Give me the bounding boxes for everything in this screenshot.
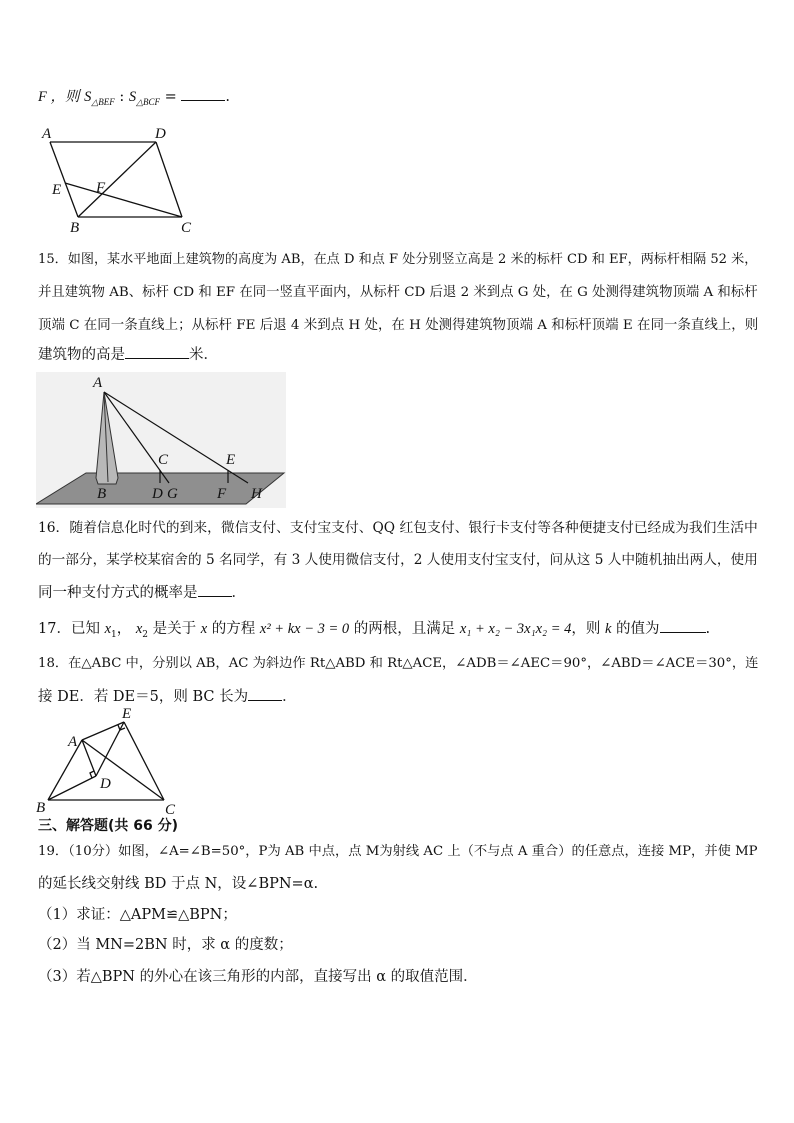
label-E: E [52,182,62,198]
label-B: B [97,486,107,502]
label-C: C [165,802,176,818]
q17-var-x: x [200,621,208,637]
q15-line3: 顶端 C 在同一条直线上；从标杆 FE 后退 4 米到点 H 处，在 H 处测得建筑物顶端 A 和标杆顶端 E 在同一条直线上，则 [38,317,759,333]
q16-line3 [38,582,758,603]
label-E: E [122,706,132,722]
q17-text-a: 17．已知 [38,621,105,637]
q17-sub-1: 1 [111,629,117,640]
q17-text-g: 的值为 [611,621,660,637]
label-D: D [152,486,163,502]
label-F: F [96,180,106,196]
q17-end: . [705,621,711,637]
q16-line1: 16．随着信息化时代的到来，微信支付、支付宝支付、QQ 红包支付、银行卡支付等各种便捷支付已经成为我们生活中 [38,520,758,536]
segment-EC [124,722,164,800]
q14-prefix: F ，则 [38,89,80,105]
q15-line4-text: 建筑物的高是 [38,347,125,363]
q17-var-x2: x [135,621,143,637]
q17-text-b: ， [116,621,136,637]
q15-line4 [38,344,758,365]
q14-answer-blank [181,86,225,101]
q18-line2-end: ． [282,689,297,705]
segment-BA [50,142,78,217]
q14-s2-sub: △BCF [136,96,161,107]
figure-q18-triangle [32,706,182,818]
label-C: C [181,220,192,235]
label-A: A [42,126,52,142]
q18-line1: 18．在△ABC 中，分别以 AB，AC 为斜边作 Rt△ABD 和 Rt△ACE，∠ADB＝∠AEC＝90°，∠ABD＝∠ACE＝30°，连 [38,656,759,671]
label-H: H [251,486,262,502]
q14-s1-sub: △BEF [91,96,115,107]
figure-q15-building [36,372,286,508]
segment-DC [156,142,182,217]
q17-equation: x² + kx − 3 = 0 [259,621,350,637]
q16-line2: 的一部分，某学校某宿舍的 5 名同学，有 3 人使用微信支付，2 人使用支付宝支付，问从这 5 人中随机抽出两人，使用 [38,552,758,568]
q18-line2 [38,686,758,707]
q17-text-d: 的方程 [207,621,260,637]
q18-answer-blank [248,686,282,701]
q17-answer-blank [660,618,706,633]
label-A: A [68,734,78,750]
label-B: B [70,220,80,235]
q17-text-c: 是关于 [148,621,201,637]
q14-colon: : [119,89,129,105]
figure-q14-parallelogram [30,120,210,235]
label-D: D [155,126,166,142]
q17-var-k: k [605,621,612,637]
q16-line3-text: 同一种支付方式的概率是 [38,585,198,601]
q15-line4-end: 米． [189,347,218,363]
label-C: C [158,452,169,468]
q17-text-f: ，则 [571,621,605,637]
q14-end: . [225,89,231,105]
q17-var-x1: x [104,621,111,637]
label-F: F [217,486,227,502]
q19-line2: 的延长线交射线 BD 于点 N，设∠BPN=α. [38,876,319,892]
q19-line1: 19．（10分）如图，∠A=∠B=50°，P为 AB 中点，点 M为射线 AC 上（不与点 A 重合）的任意点，连接 MP，并使 MP [38,844,758,859]
label-A: A [93,375,103,391]
section-heading: 三、解答题(共 66 分) [38,818,179,834]
q17-text-e: 的两根，且满足 [349,621,460,637]
q17-line [38,618,758,645]
q17-sub-2: 2 [142,629,149,640]
q16-line3-end: ． [231,585,246,601]
q14-s2: S [128,89,137,105]
q18-line2-text: 接 DE．若 DE＝5，则 BC 长为 [38,689,249,705]
q15-line2: 并且建筑物 AB、标杆 CD 和 EF 在同一竖直平面内，从标杆 CD 后退 2 米到点 G 处，在 G 处测得建筑物顶端 A 和标杆 [38,285,758,300]
q19-part1: （1）求证：△APM≌△BPN； [38,907,237,923]
q14-s1: S [84,89,92,105]
q19-part2: （2）当 MN=2BN 时，求 α 的度数； [38,937,293,953]
label-G: G [167,486,178,502]
label-E: E [226,452,236,468]
q17-condition: x₁ + x₂ − 3x₁x₂ = 4 [459,621,572,637]
segment-AE [82,722,124,740]
q15-answer-blank [125,344,189,359]
q16-answer-blank [198,582,232,597]
q19-part3: （3）若△BPN 的外心在该三角形的内部，直接写出 α 的取值范围． [38,969,478,985]
label-B: B [36,800,46,816]
q14-line [38,86,758,112]
q14-eq: = [164,89,182,105]
label-D: D [100,776,111,792]
q15-line1: 15．如图，某水平地面上建筑物的高度为 AB，在点 D 和点 F 处分别竖立高是 2 米的标杆 CD 和 EF，两标杆相隔 52 米， [38,252,758,267]
